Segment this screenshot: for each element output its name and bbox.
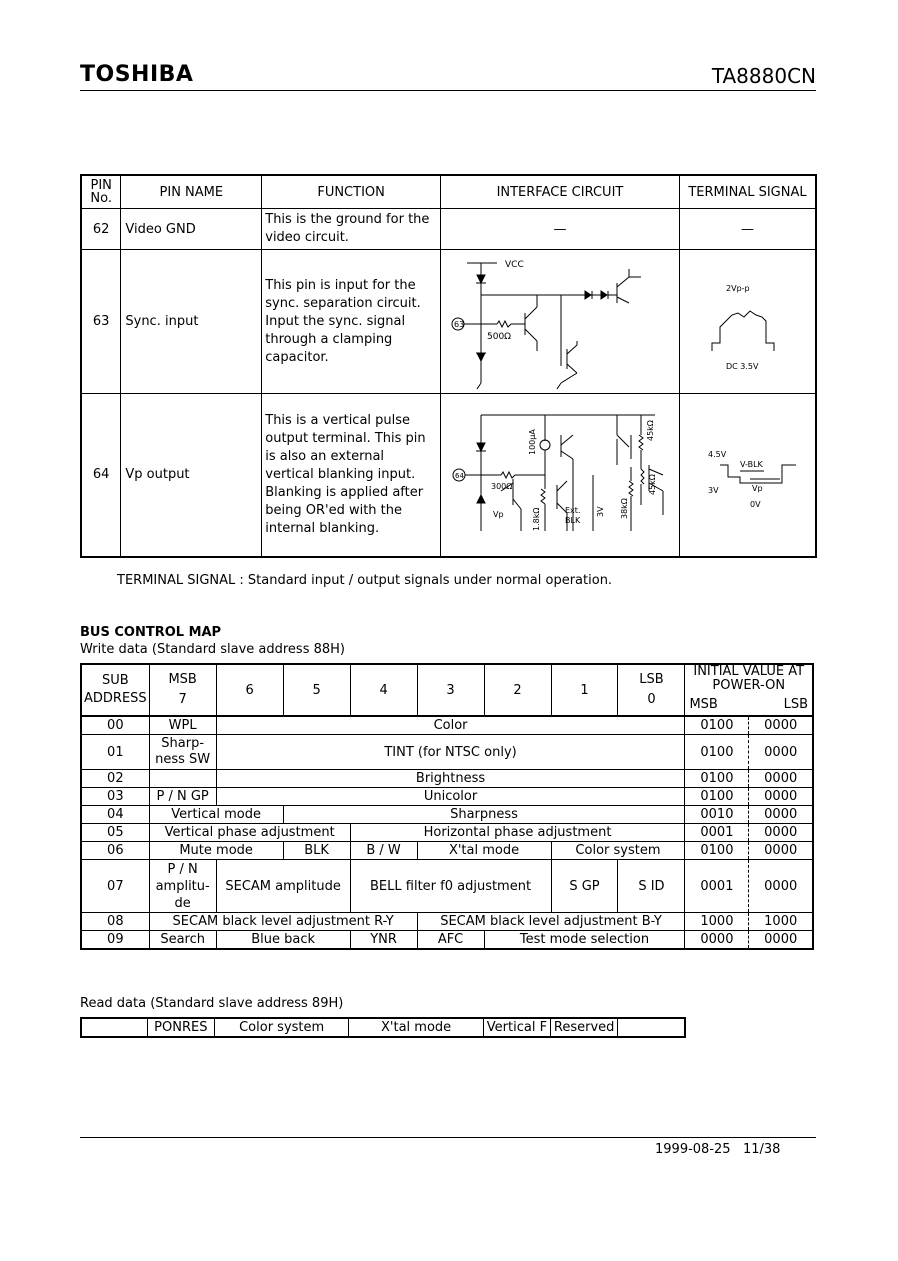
header-bit-3: 3: [417, 664, 484, 716]
resistor-label: 1.8kΩ: [531, 507, 541, 531]
bus-field: B / W: [350, 842, 417, 860]
pin-no: 63: [81, 250, 121, 394]
dc-level-label: DC 3.5V: [725, 361, 759, 371]
brand-logo: TOSHIBA: [80, 62, 194, 87]
bus-field: Mute mode: [149, 842, 283, 860]
msb-label: MSB: [168, 672, 197, 687]
bus-field: Horizontal phase adjustment: [350, 824, 685, 842]
bit-label: 0: [647, 692, 656, 707]
bus-field: Color system: [551, 842, 685, 860]
resistor-label: 300Ω: [490, 481, 513, 491]
table-row: [81, 931, 813, 950]
header-bit-1: 1: [551, 664, 618, 716]
bus-field: BLK: [283, 842, 350, 860]
sub-address: 09: [81, 931, 149, 950]
table-row: [81, 824, 813, 842]
table-row: [81, 394, 816, 557]
read-field: Color system: [214, 1018, 348, 1037]
sub-address: 08: [81, 913, 149, 931]
read-field: [618, 1018, 685, 1037]
init-msb-label: MSB: [689, 697, 718, 712]
pin-name: Sync. input: [121, 250, 262, 394]
bus-field: YNR: [350, 931, 417, 950]
pin-function: This is a vertical pulse output terminal. This pin is also an external vertical blanking input. Blanking is applied after being OR'ed with the internal blanking.: [262, 394, 441, 557]
bus-map-title: BUS CONTROL MAP: [80, 625, 222, 640]
init-msb: 0100: [685, 788, 749, 806]
table-row: [81, 735, 813, 770]
bus-field: [149, 770, 216, 788]
init-msb: 0100: [685, 716, 749, 735]
bus-field: TINT (for NTSC only): [216, 735, 685, 770]
voltage-level-label: 3V: [707, 485, 719, 495]
pin-number-label: 63: [453, 319, 465, 329]
sub-address: 07: [81, 860, 149, 913]
pin-table: [80, 174, 817, 558]
vcc-label: VCC: [504, 259, 524, 270]
header-bit-5: 5: [283, 664, 350, 716]
sub-address: 06: [81, 842, 149, 860]
read-data-table: [80, 1017, 686, 1038]
sub-address: 00: [81, 716, 149, 735]
bus-field: Sharp-ness SW: [149, 735, 216, 770]
page-footer: [655, 1142, 780, 1157]
bus-field: BELL filter f0 adjustment: [350, 860, 551, 913]
initial-value-subheader: [685, 693, 812, 712]
pin-number-label: 64: [454, 471, 464, 480]
header-bit-6: 6: [216, 664, 283, 716]
bus-map-subtitle: Write data (Standard slave address 88H): [80, 642, 345, 657]
bus-field: Color: [216, 716, 685, 735]
sub-address: 01: [81, 735, 149, 770]
bus-field: Blue back: [216, 931, 350, 950]
init-lsb: 1000: [749, 913, 813, 931]
vblk-label: V-BLK: [739, 459, 763, 469]
pin-function: This is the ground for the video circuit.: [262, 209, 441, 250]
bus-field: Unicolor: [216, 788, 685, 806]
vp-label: Vp: [751, 483, 763, 493]
table-row: [81, 842, 813, 860]
sub-address: 03: [81, 788, 149, 806]
bus-field: Sharpness: [283, 806, 685, 824]
init-lsb: 0000: [749, 716, 813, 735]
table-row: [81, 1018, 685, 1037]
pin-table-header: [81, 175, 816, 209]
resistor-label: 45kΩ: [645, 419, 655, 441]
bus-field: AFC: [417, 931, 484, 950]
table-row: [81, 770, 813, 788]
init-lsb: 0000: [749, 770, 813, 788]
footer-page: 11/38: [742, 1142, 781, 1157]
bus-field: WPL: [149, 716, 216, 735]
table-row: [81, 209, 816, 250]
init-msb: 0100: [685, 842, 749, 860]
current-source-label: 100μA: [527, 428, 537, 455]
header-bit-4: 4: [350, 664, 417, 716]
terminal-signal: [679, 394, 816, 557]
init-msb: 0100: [685, 735, 749, 770]
init-msb: 1000: [685, 913, 749, 931]
header-bit-2: 2: [484, 664, 551, 716]
terminal-signal-note: TERMINAL SIGNAL : Standard input / output signals under normal operation.: [117, 573, 613, 588]
bus-field: SECAM black level adjustment B-Y: [417, 913, 685, 931]
bus-control-table: [80, 663, 814, 950]
interface-circuit: [440, 394, 679, 557]
part-number: TA8880CN: [711, 64, 816, 88]
init-msb: 0001: [685, 860, 749, 913]
voltage-level-label: 4.5V: [707, 449, 727, 459]
header-rule: [80, 90, 816, 91]
footer-rule: [80, 1137, 816, 1138]
terminal-signal: —: [679, 209, 816, 250]
voltage-level-label: 0V: [749, 499, 761, 509]
blk-label: BLK: [564, 515, 581, 525]
pin-name: Vp output: [121, 394, 262, 557]
resistor-label: 45kΩ: [647, 473, 657, 495]
bus-field: S GP: [551, 860, 618, 913]
sync-signal-waveform: [680, 251, 815, 393]
bus-field: Vertical mode: [149, 806, 283, 824]
table-row: [81, 250, 816, 394]
pin-no: 64: [81, 394, 121, 557]
init-lsb: 0000: [749, 735, 813, 770]
init-lsb: 0000: [749, 860, 813, 913]
header-pin-name: PIN NAME: [121, 175, 262, 209]
bus-field: P / N GP: [149, 788, 216, 806]
read-field: Reserved: [551, 1018, 618, 1037]
read-field: X'tal mode: [349, 1018, 483, 1037]
bus-field: SECAM black level adjustment R-Y: [149, 913, 417, 931]
bit-label: 7: [178, 692, 187, 707]
voltage-label: 3V: [595, 506, 605, 517]
bus-field: Vertical phase adjustment: [149, 824, 350, 842]
read-field: [81, 1018, 147, 1037]
read-field: PONRES: [147, 1018, 214, 1037]
table-row: [81, 860, 813, 913]
table-row: [81, 788, 813, 806]
sync-input-circuit-diagram: [441, 251, 679, 393]
sub-address: 05: [81, 824, 149, 842]
init-lsb: 0000: [749, 806, 813, 824]
table-row: [81, 806, 813, 824]
initial-value-title: INITIAL VALUE AT POWER-ON: [693, 664, 805, 693]
interface-circuit: [440, 250, 679, 394]
bus-header-row: [81, 664, 813, 716]
init-msb: 0000: [685, 931, 749, 950]
header-sub-address: SUB ADDRESS: [81, 664, 149, 716]
bus-field: Brightness: [216, 770, 685, 788]
init-msb: 0001: [685, 824, 749, 842]
init-msb: 0010: [685, 806, 749, 824]
sub-address: 02: [81, 770, 149, 788]
vp-label: Vp: [492, 509, 504, 519]
header-pin-no: PIN No.: [81, 175, 121, 209]
init-lsb: 0000: [749, 931, 813, 950]
pin-function: This pin is input for the sync. separation circuit. Input the sync. signal through a clamping capacitor.: [262, 250, 441, 394]
lsb-label: LSB: [639, 672, 664, 687]
header-terminal: TERMINAL SIGNAL: [679, 175, 816, 209]
vp-signal-waveform: [680, 395, 815, 555]
ext-label: Ext.: [564, 505, 581, 515]
interface-circuit: —: [440, 209, 679, 250]
sub-address: 04: [81, 806, 149, 824]
bus-field: SECAM amplitude: [216, 860, 350, 913]
header-function: FUNCTION: [262, 175, 441, 209]
bus-field: P / N amplitu-de: [149, 860, 216, 913]
pin-no: 62: [81, 209, 121, 250]
header-bit-7: [149, 664, 216, 716]
resistor-label: 38kΩ: [619, 497, 629, 519]
amplitude-label: 2Vp-p: [725, 283, 750, 293]
header-initial-value: [685, 664, 813, 716]
init-lsb: 0000: [749, 842, 813, 860]
table-row: [81, 716, 813, 735]
pin-name: Video GND: [121, 209, 262, 250]
header-interface: INTERFACE CIRCUIT: [440, 175, 679, 209]
init-lsb-label: LSB: [783, 697, 808, 712]
resistor-label: 500Ω: [486, 331, 512, 342]
header-bit-0: [618, 664, 685, 716]
read-data-title: Read data (Standard slave address 89H): [80, 996, 344, 1011]
bus-field: S ID: [618, 860, 685, 913]
footer-date: 1999-08-25: [655, 1142, 731, 1157]
bus-field: Test mode selection: [484, 931, 685, 950]
read-field: Vertical F: [483, 1018, 550, 1037]
terminal-signal: [679, 250, 816, 394]
vp-output-circuit-diagram: [441, 395, 679, 555]
init-lsb: 0000: [749, 788, 813, 806]
init-msb: 0100: [685, 770, 749, 788]
bus-field: X'tal mode: [417, 842, 551, 860]
table-row: [81, 913, 813, 931]
bus-field: Search: [149, 931, 216, 950]
init-lsb: 0000: [749, 824, 813, 842]
